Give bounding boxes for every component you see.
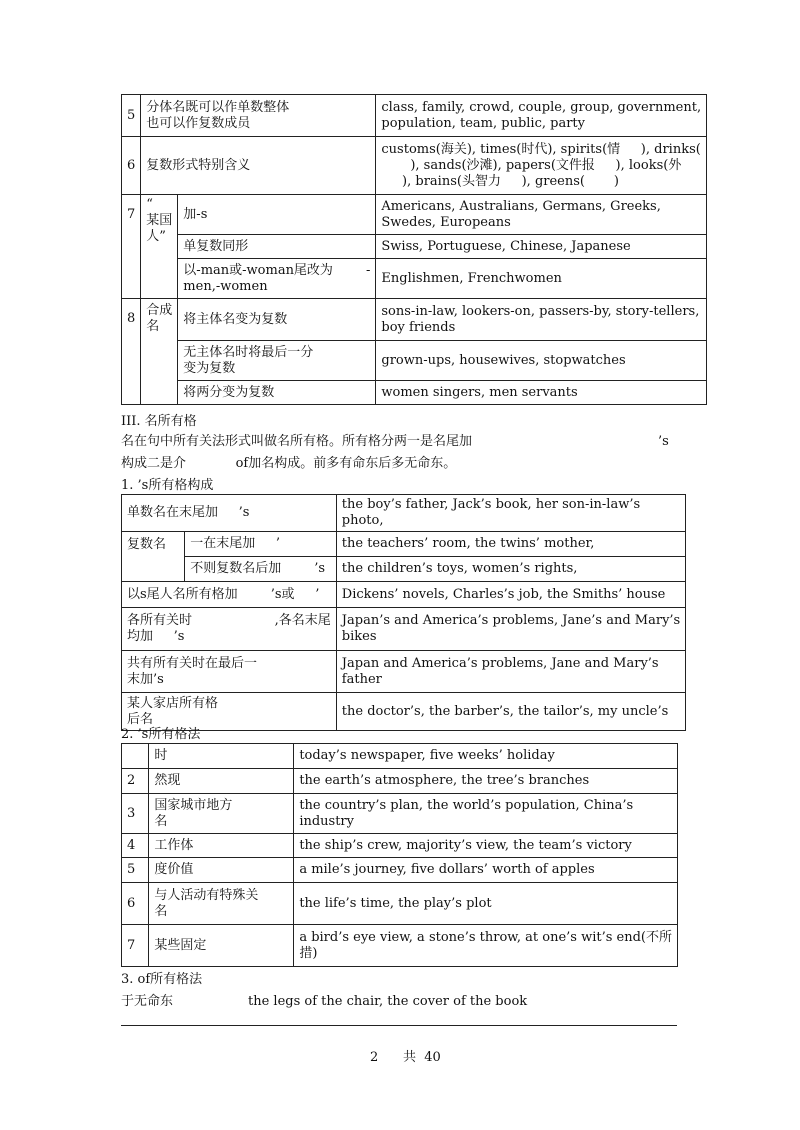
example-cell: Americans, Australians, Germans, Greeks, Swedes, Europeans [376, 195, 707, 235]
example-cell: the boy’s father, Jack’s book, her son-in-law’s photo, [336, 495, 685, 532]
rule-cell: 以s尾人名所有格加 ’s或 ’ [122, 582, 337, 608]
example-cell: the ship’s crew, majority’s view, the team’s victory [294, 834, 678, 858]
category-cell: 分体名既可以作单数整体 也可以作复数成员 [141, 95, 376, 137]
section-paragraph-line: 名在句中所有关法形式叫做名所有格。所有格分两一是名尾加 [121, 434, 473, 449]
possessive-formation-table [121, 494, 686, 731]
row-number: 3 [122, 794, 149, 834]
example-cell: sons-in-law, lookers-on, passers-by, story-tellers, boy friends [376, 299, 707, 341]
page-total: 共 40 [403, 1050, 441, 1065]
category-cell: 工作体 [149, 834, 294, 858]
of-usage-example: the legs of the chair, the cover of the book [248, 994, 528, 1009]
category-cell: 与人活动有特殊关 名 [149, 883, 294, 925]
subsection-heading: 2. ’s所有格法 [121, 727, 201, 742]
category-cell: 国家城市地方 名 [149, 794, 294, 834]
example-cell: the earth’s atmosphere, the tree’s branches [294, 769, 678, 794]
category-cell: 复数形式特别含义 [141, 137, 376, 195]
row-number: 7 [122, 925, 149, 967]
row-number: 4 [122, 834, 149, 858]
section-paragraph-line: 构成二是介 of加名构成。前多有命东后多无命东。 [121, 456, 457, 471]
row-number: 8 [122, 299, 141, 405]
category-cell: 合成名 [141, 299, 178, 405]
category-cell: 某些固定 [149, 925, 294, 967]
rule-cell: 加-s [178, 195, 376, 235]
example-cell: Dickens’ novels, Charles’s job, the Smiths’ house [336, 582, 685, 608]
rule-cell: 单复数同形 [178, 235, 376, 259]
rule-cell: 将主体名变为复数 [178, 299, 376, 341]
section-paragraph-line-end: ’s [658, 434, 669, 449]
rule-cell: 以-man或-woman尾改为 - men,-women [178, 259, 376, 299]
rule-cell: 无主体名时将最后一分 变为复数 [178, 341, 376, 381]
example-cell: the doctor’s, the barber’s, the tailor’s, my uncle’s [336, 693, 685, 731]
rule-cell: 复数名 [122, 532, 185, 582]
rule-cell: 各所有关时 ,各名末尾 均加 ’s [122, 608, 337, 651]
example-cell: the children’s toys, women’s rights, [336, 557, 685, 582]
example-cell: today’s newspaper, five weeks’ holiday [294, 744, 678, 769]
example-cell: grown-ups, housewives, stopwatches [376, 341, 707, 381]
of-usage-label: 于无命东 [121, 994, 174, 1009]
row-number: 5 [122, 858, 149, 883]
example-cell: customs(海关), times(时代), spirits(情 ), drinks( ), sands(沙滩), papers(文件报 ), looks(外 ), brains(头智力 ), greens( ) [376, 137, 707, 195]
example-cell: the country’s plan, the world’s population, China’s industry [294, 794, 678, 834]
example-cell: Japan and America’s problems, Jane and Mary’s father [336, 651, 685, 693]
category-cell: 时 [149, 744, 294, 769]
subsection-heading: 3. of所有格法 [121, 972, 203, 987]
example-cell: a mile’s journey, five dollars’ worth of apples [294, 858, 678, 883]
possessive-usage-table [121, 743, 678, 967]
example-cell: women singers, men servants [376, 381, 707, 405]
rule-cell: 不则复数名后加 ’s [185, 557, 337, 582]
example-cell: the life’s time, the play’s plot [294, 883, 678, 925]
subsection-heading: 1. ’s所有格构成 [121, 478, 214, 493]
plural-table [121, 94, 707, 405]
row-number: 5 [122, 95, 141, 137]
example-cell: a bird’s eye view, a stone’s throw, at one’s wit’s end(不所 措) [294, 925, 678, 967]
row-number: 6 [122, 883, 149, 925]
rule-cell: 某人家店所有格 后名 [122, 693, 337, 731]
row-number [122, 744, 149, 769]
row-number: 2 [122, 769, 149, 794]
row-number: 6 [122, 137, 141, 195]
example-cell: Swiss, Portuguese, Chinese, Japanese [376, 235, 707, 259]
rule-cell: 共有所有关时在最后一 末加’s [122, 651, 337, 693]
row-number: 7 [122, 195, 141, 299]
rule-cell: 将两分变为复数 [178, 381, 376, 405]
example-cell: Japan’s and America’s problems, Jane’s and Mary’s bikes [336, 608, 685, 651]
rule-cell: 一在末尾加 ’ [185, 532, 337, 557]
category-cell: 然现 [149, 769, 294, 794]
example-cell: Englishmen, Frenchwomen [376, 259, 707, 299]
example-cell: the teachers’ room, the twins’ mother, [336, 532, 685, 557]
footer-divider [121, 1025, 677, 1026]
category-cell: “ 某国 人” [141, 195, 178, 299]
category-cell: 度价值 [149, 858, 294, 883]
page-number: 2 [370, 1050, 379, 1065]
rule-cell: 单数名在末尾加 ’s [122, 495, 337, 532]
section-heading: III. 名所有格 [121, 414, 197, 429]
example-cell: class, family, crowd, couple, group, government, population, team, public, party [376, 95, 707, 137]
